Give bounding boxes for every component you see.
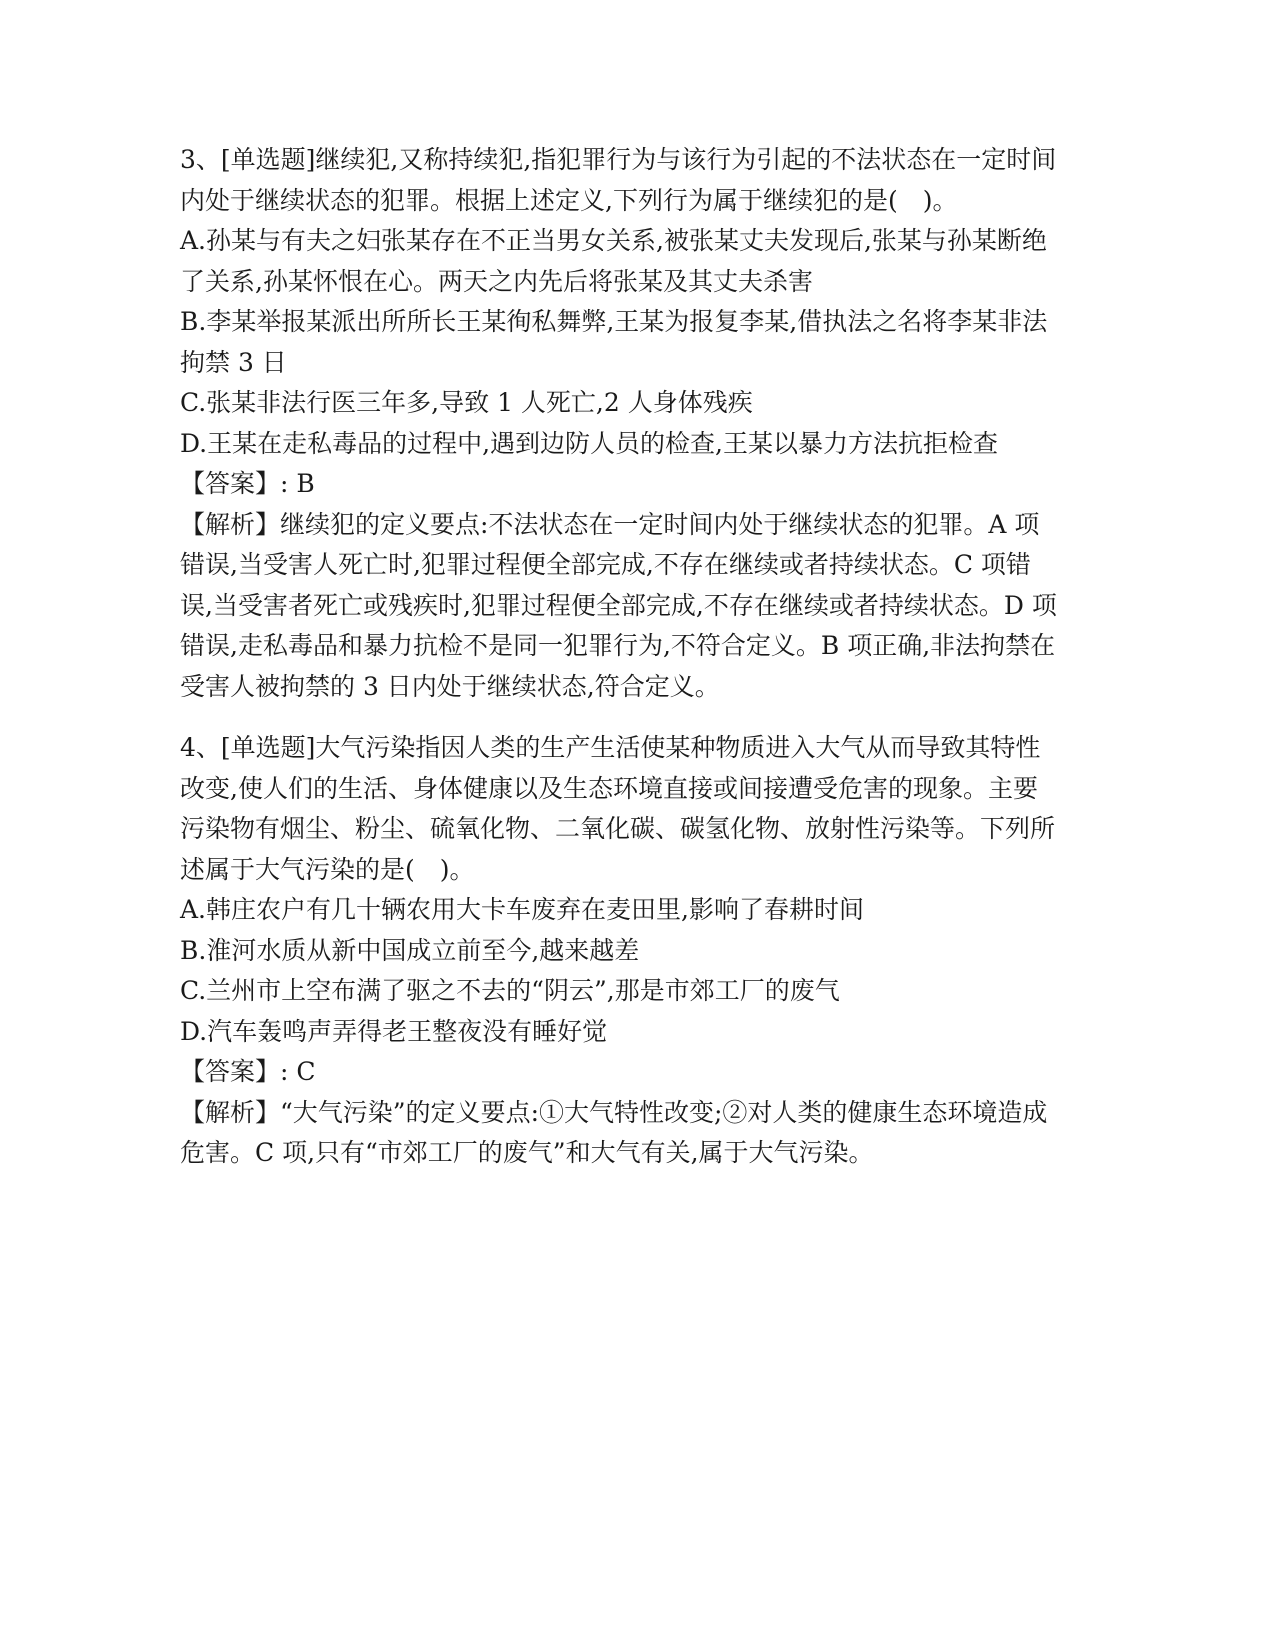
option-a: A.韩庄农户有几十辆农用大卡车废弃在麦田里,影响了春耕时间 [180,895,864,924]
option-b: B.李某举报某派出所所长王某徇私舞弊,王某为报复李某,借执法之名将李某非法拘禁 3 日 [180,307,1048,377]
option-d: D.汽车轰鸣声弄得老王整夜没有睡好觉 [180,1016,608,1046]
question-stem: 3、[单选题]继续犯,又称持续犯,指犯罪行为与该行为引起的不法状态在一定时间内处于继续状态的犯罪。根据上述定义,下列行为属于继续犯的是( )。 [180,145,1057,215]
analysis-paragraph: 【解析】继续犯的定义要点:不法状态在一定时间内处于继续状态的犯罪。A 项错误,当受害人死亡时,犯罪过程便全部完成,不存在继续或者持续状态。C 项错误,当受害者死亡或残疾时,犯罪过程便全部完成,不存在继续或者持续状态。D 项错误,走私毒品和暴力抗检不是同一犯罪行为,不符合定义。B 项正确,非法拘禁在受害人被拘禁的 3 日内处于继续状态,符合定义。 [180,509,1057,701]
analysis-paragraph: 【解析】“大气污染”的定义要点:①大气特性改变;②对人类的健康生态环境造成危害。C 项,只有“市郊工厂的废气”和大气有关,属于大气污染。 [180,1097,1048,1167]
question-stem: 4、[单选题]大气污染指因人类的生产生活使某种物质进入大气从而导致其特性改变,使人们的生活、身体健康以及生态环境直接或间接遭受危害的现象。主要污染物有烟尘、粉尘、硫氧化物、二氧化碳、碳氢化物、放射性污染等。下列所述属于大气污染的是( )。 [180,733,1056,884]
answer-line: 【答案】: B [180,469,315,498]
question-block [180,140,1060,707]
option-b: B.淮河水质从新中国成立前至今,越来越差 [180,935,640,965]
answer-line: 【答案】: C [180,1057,316,1086]
question-block [180,728,1060,1174]
option-a: A.孙某与有夫之妇张某存在不正当男女关系,被张某丈夫发现后,张某与孙某断绝了关系,孙某怀恨在心。两天之内先后将张某及其丈夫杀害 [180,226,1047,296]
option-c: C.兰州市上空布满了驱之不去的“阴云”,那是市郊工厂的废气 [180,976,840,1005]
document-page [180,140,1060,1174]
question-separator [180,707,1060,728]
option-d: D.王某在走私毒品的过程中,遇到边防人员的检查,王某以暴力方法抗拒检查 [180,428,998,458]
option-c: C.张某非法行医三年多,导致 1 人死亡,2 人身体残疾 [180,388,753,417]
